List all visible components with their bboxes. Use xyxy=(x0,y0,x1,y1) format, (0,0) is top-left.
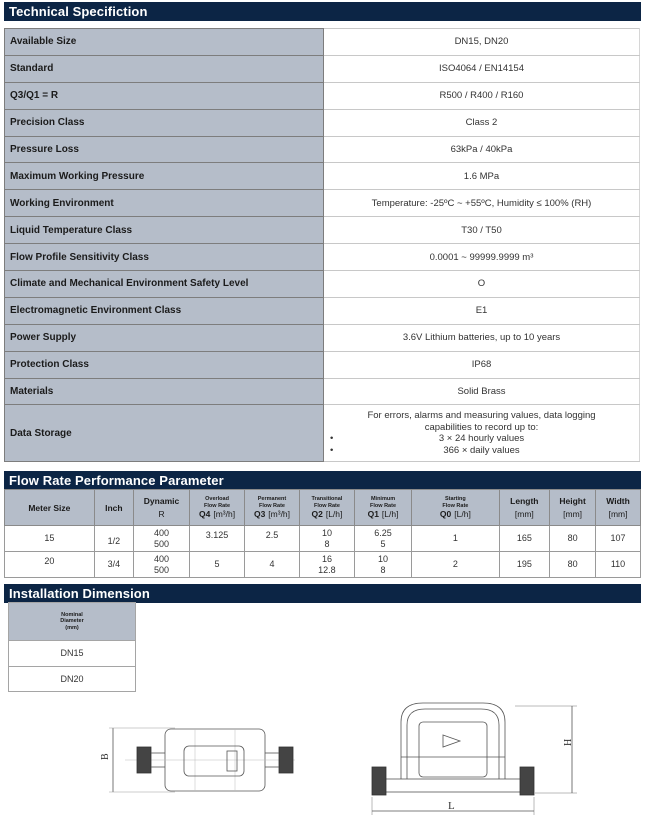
spec-row xyxy=(5,190,640,217)
spec-label: Working Environment xyxy=(5,190,324,217)
cell-nominal-diameter: DN20 xyxy=(9,666,136,692)
data-storage-value xyxy=(324,405,640,462)
spec-value: 63kPa / 40kPa xyxy=(324,136,640,163)
cell-width: 110 xyxy=(596,552,641,578)
spec-label: Standard xyxy=(5,55,324,82)
installation-table xyxy=(8,602,136,692)
flow-rate-table xyxy=(4,489,641,578)
length-label: Length xyxy=(510,496,539,506)
table-row xyxy=(5,526,641,552)
q2-value: 16 xyxy=(321,554,332,564)
q1-value: 8 xyxy=(380,564,386,575)
data-storage-intro-2: capabilities to record up to: xyxy=(424,421,539,433)
spec-value: Class 2 xyxy=(324,109,640,136)
table-row xyxy=(9,666,136,692)
dimension-l-label: L xyxy=(448,800,455,812)
cell-q3: 2.5 xyxy=(245,526,300,552)
spec-value: DN15, DN20 xyxy=(324,29,640,56)
spec-row-data-storage xyxy=(5,405,640,462)
installation-title: Installation Dimension xyxy=(4,584,641,603)
cell-inch: 3/4 xyxy=(94,552,133,578)
cell-inch: 1/2 xyxy=(94,526,133,552)
spec-label: Materials xyxy=(5,378,324,405)
q2-desc: Transitional xyxy=(311,496,343,502)
width-unit: [mm] xyxy=(608,509,628,519)
spec-row xyxy=(5,55,640,82)
cell-dynamic xyxy=(133,526,189,552)
col-meter-size: Meter Size xyxy=(5,490,95,526)
q1-value: 6.25 xyxy=(374,528,392,538)
flow-header-row xyxy=(5,490,641,526)
list-item xyxy=(324,433,639,445)
spec-value: E1 xyxy=(324,297,640,324)
dynamic-value: 400 xyxy=(154,528,170,538)
spec-value: R500 / R400 / R160 xyxy=(324,82,640,109)
spec-label: Precision Class xyxy=(5,109,324,136)
q4-desc: Flow Rate xyxy=(204,502,231,509)
spec-label: Liquid Temperature Class xyxy=(5,217,324,244)
q1-unit: [L/h] xyxy=(381,509,399,519)
spec-value: Solid Brass xyxy=(324,378,640,405)
spec-row xyxy=(5,163,640,190)
q1-value: 5 xyxy=(380,538,386,549)
q2-value: 12.8 xyxy=(318,564,336,575)
spec-value: 1.6 MPa xyxy=(324,163,640,190)
spec-value: 0.0001 ~ 99999.9999 m³ xyxy=(324,244,640,271)
cell-width: 107 xyxy=(596,526,641,552)
height-label: Height xyxy=(559,496,586,506)
spec-label: Protection Class xyxy=(5,351,324,378)
col-height xyxy=(550,490,596,526)
spec-label: Data Storage xyxy=(5,405,324,462)
bullet-icon: • xyxy=(330,433,334,445)
list-item-text: 3 × 24 hourly values xyxy=(438,433,525,445)
q0-desc: Starting xyxy=(444,496,466,502)
spec-value: IP68 xyxy=(324,351,640,378)
cell-q1 xyxy=(354,552,411,578)
cell-q2 xyxy=(299,526,354,552)
dimension-b-label: B xyxy=(100,753,111,760)
cell-height: 80 xyxy=(550,552,596,578)
q3-unit: [m³/h] xyxy=(268,509,291,519)
q3-desc: Flow Rate xyxy=(259,502,285,509)
q1-desc: Flow Rate xyxy=(370,502,397,509)
cell-q0: 2 xyxy=(412,552,499,578)
flow-rate-title: Flow Rate Performance Parameter xyxy=(4,471,641,490)
table-row xyxy=(9,641,136,667)
spec-row xyxy=(5,217,640,244)
spec-row xyxy=(5,351,640,378)
col-width xyxy=(596,490,641,526)
spec-value: O xyxy=(324,271,640,298)
dynamic-value: 400 xyxy=(154,554,170,564)
spec-row xyxy=(5,271,640,298)
meter-side-view-drawing xyxy=(355,697,580,819)
spec-label: Available Size xyxy=(5,29,324,56)
spec-row xyxy=(5,82,640,109)
spec-value: ISO4064 / EN14154 xyxy=(324,55,640,82)
q2-unit: [L/h] xyxy=(325,509,343,519)
q2-value: 10 xyxy=(321,528,332,538)
q3-symbol: Q3 xyxy=(253,509,266,519)
spec-value: 3.6V Lithium batteries, up to 10 years xyxy=(324,324,640,351)
spec-label: Climate and Mechanical Environment Safety Level xyxy=(5,271,324,298)
installation-header-row xyxy=(9,603,136,641)
col-q2 xyxy=(299,490,354,526)
q0-symbol: Q0 xyxy=(439,509,452,519)
q4-unit: [m³/h] xyxy=(213,509,236,519)
cell-q4: 3.125 xyxy=(190,526,245,552)
q4-desc: Overload xyxy=(205,496,229,502)
list-item xyxy=(324,445,639,457)
spec-row xyxy=(5,29,640,56)
dynamic-value: 500 xyxy=(154,564,170,575)
technical-spec-title: Technical Specifiction xyxy=(4,2,641,21)
header-text: Diameter xyxy=(60,618,84,625)
spec-label: Power Supply xyxy=(5,324,324,351)
spec-label: Flow Profile Sensitivity Class xyxy=(5,244,324,271)
spec-value: T30 / T50 xyxy=(324,217,640,244)
q1-symbol: Q1 xyxy=(367,509,379,519)
spec-label: Pressure Loss xyxy=(5,136,324,163)
cell-length: 165 xyxy=(499,526,549,552)
spec-row xyxy=(5,136,640,163)
cell-length: 195 xyxy=(499,552,549,578)
dynamic-value: 500 xyxy=(154,538,170,549)
col-length xyxy=(499,490,549,526)
q4-symbol: Q4 xyxy=(199,509,211,519)
q1-desc: Minimum xyxy=(370,496,396,502)
meter-top-view-drawing xyxy=(95,720,305,800)
cell-q2 xyxy=(299,552,354,578)
spec-value: Temperature: -25ºC ~ +55ºC, Humidity ≤ 100% (RH) xyxy=(324,190,640,217)
col-q0 xyxy=(412,490,499,526)
spec-row xyxy=(5,297,640,324)
dimension-h-label: H xyxy=(563,738,574,746)
cell-dynamic xyxy=(133,552,189,578)
bullet-icon: • xyxy=(330,444,334,456)
q0-desc: Flow Rate xyxy=(442,502,469,509)
spec-label: Maximum Working Pressure xyxy=(5,163,324,190)
cell-height: 80 xyxy=(550,526,596,552)
cell-q0: 1 xyxy=(412,526,499,552)
width-label: Width xyxy=(606,496,630,506)
header-text: (mm) xyxy=(65,624,79,631)
col-q4 xyxy=(190,490,245,526)
col-q1 xyxy=(354,490,411,526)
table-row xyxy=(5,552,641,578)
cell-q3: 4 xyxy=(245,552,300,578)
cell-nominal-diameter: DN15 xyxy=(9,641,136,667)
q2-value: 8 xyxy=(324,538,330,549)
spec-table xyxy=(4,28,640,462)
q1-value: 10 xyxy=(378,554,389,564)
col-q3 xyxy=(245,490,300,526)
col-inch: Inch xyxy=(94,490,133,526)
col-dynamic xyxy=(133,490,189,526)
cell-q1 xyxy=(354,526,411,552)
list-item-text: 366 × daily values xyxy=(443,444,520,456)
spec-row xyxy=(5,378,640,405)
cell-meter-size: 15 xyxy=(5,526,95,552)
col-nominal-diameter xyxy=(9,603,136,641)
header-text: Nominal xyxy=(61,611,83,618)
data-storage-intro-1: For errors, alarms and measuring values, data logging xyxy=(367,410,596,422)
spec-row xyxy=(5,244,640,271)
data-storage-list xyxy=(324,433,639,456)
q2-desc: Flow Rate xyxy=(313,502,340,509)
spec-row xyxy=(5,324,640,351)
height-unit: [mm] xyxy=(563,509,583,519)
q0-unit: [L/h] xyxy=(454,509,471,519)
q2-symbol: Q2 xyxy=(311,509,323,519)
spec-row xyxy=(5,109,640,136)
cell-q4: 5 xyxy=(190,552,245,578)
length-unit: [mm] xyxy=(514,509,534,519)
cell-meter-size: 20 xyxy=(5,552,95,578)
q3-desc: Permanent xyxy=(257,496,287,502)
spec-label: Q3/Q1 = R xyxy=(5,82,324,109)
dynamic-sub: R xyxy=(158,509,165,519)
dynamic-label: Dynamic xyxy=(143,496,180,506)
spec-label: Electromagnetic Environment Class xyxy=(5,297,324,324)
